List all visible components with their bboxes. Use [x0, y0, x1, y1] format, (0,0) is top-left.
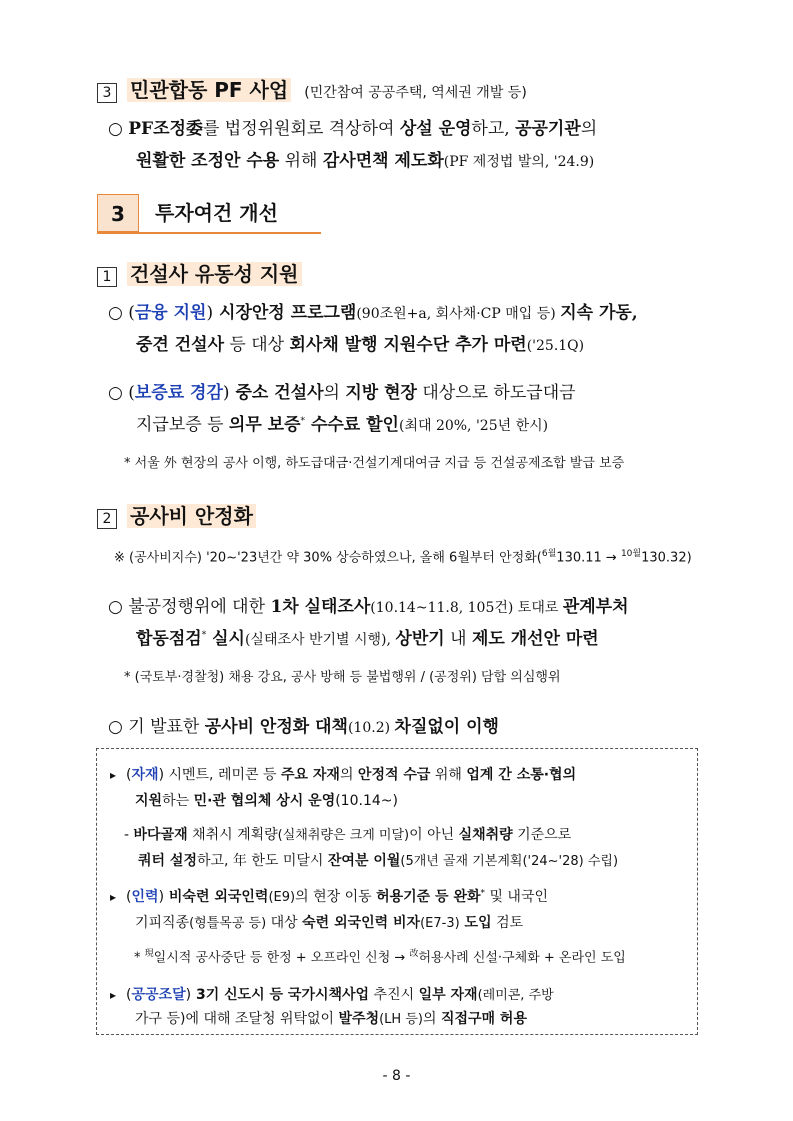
item-heading-pf	[97, 74, 527, 103]
materials-line1: ▸ (자재) 시멘트, 레미콘 등 주요 자재의 안정적 수급 위해 업계 간 소통·협의	[110, 767, 577, 783]
materials-line2: 지원하는 민·관 협의체 상시 운영(10.14~)	[135, 793, 398, 809]
subheading-cost: 2 공사비 안정화	[97, 500, 256, 529]
section-title: 투자여건 개선	[155, 201, 278, 225]
cost-index-note: ※ (공사비지수) '20~'23년간 약 30% 상승하였으나, 올해 6월부터 안정화($^{6월}$130.11 → $^{10월}$130.32)	[114, 549, 692, 566]
item-number: 3	[97, 83, 117, 103]
labor-line2: 기피직종(형틀목공 등) 대상 숙련 외국인력 비자(E7-3) 도입 검토	[135, 915, 524, 931]
page-number: - 8 -	[382, 1068, 411, 1084]
survey-bullet-line2: 합동점검* 실시(실태조사 반기별 시행), 상반기 내 제도 개선안 마련	[136, 629, 599, 649]
labor-line1: ▸ (인력) 비숙련 외국인력(E9)의 현장 이동 허용기준 등 완화* 및 내국인	[110, 888, 548, 905]
procurement-line2: 가구 등)에 대해 조달청 위탁없이 발주청(LH 등)의 직접구매 허용	[135, 1011, 527, 1027]
labor-note: * $^現$일시적 공사중단 등 한정 + 오프라인 신청 → $^改$허용사례 신설·구체화 + 온라인 도입	[134, 949, 626, 966]
guarantee-bullet-line2: 지급보증 등 의무 보증* 수수료 할인(최대 20%, '25년 한시)	[136, 415, 549, 435]
sea-aggregate-line2: 쿼터 설정하고, 年 한도 미달시 잔여분 이월(5개년 골재 기본계획('24~'28) 수립)	[138, 853, 619, 869]
guarantee-note: * 서울 外 현장의 공사 이행, 하도급대금·건설기계대여금 지급 등 건설공제조합 발급 보증	[124, 456, 625, 471]
pf-bullet-line1: ○ PF조정委를 법정위원회로 격상하여 상설 운영하고, 공공기관의	[108, 119, 598, 139]
finance-tag: 금융 지원	[134, 303, 207, 323]
measure-bullet: ○ 기 발표한 공사비 안정화 대책(10.2) 차질없이 이행	[108, 717, 499, 737]
finance-bullet-line2: 중견 건설사 등 대상 회사채 발행 지원수단 추가 마련('25.1Q)	[136, 335, 585, 355]
procurement-line1: ▸ (공공조달) 3기 신도시 등 국가시책사업 추진시 일부 자재(레미콘, 주방	[110, 987, 554, 1003]
survey-bullet-line1: ○ 불공정행위에 대한 1차 실태조사(10.14~11.8, 105건) 토대로 관계부처	[108, 597, 629, 617]
section-heading	[97, 194, 321, 234]
pf-bullet-line2: 원활한 조정안 수용 위해 감사면책 제도화(PF 제정법 발의, '24.9)	[136, 151, 595, 171]
sea-aggregate-line1: - 바다골재 채취시 계획량(실채취량은 크게 미달)이 아닌 실채취량 기준으로	[124, 827, 572, 843]
guarantee-tag: 보증료 경감	[134, 383, 223, 403]
survey-note: * (국토부·경찰청) 채용 강요, 공사 방해 등 불법행위 / (공정위) 담합 의심행위	[124, 670, 561, 685]
finance-bullet-line1: ○ (금융 지원) 시장안정 프로그램(90조원+a, 회사채·CP 매입 등) 지속 가동,	[108, 303, 638, 323]
item-subtitle: (민간참여 공공주택, 역세권 개발 등)	[304, 85, 527, 101]
section-number: 3	[97, 194, 139, 232]
subheading-liquidity: 1 건설사 유동성 지원	[97, 258, 302, 287]
item-title: 민관합동 PF 사업	[127, 78, 291, 102]
guarantee-bullet-line1: ○ (보증료 경감) 중소 건설사의 지방 현장 대상으로 하도급대금	[108, 383, 576, 403]
